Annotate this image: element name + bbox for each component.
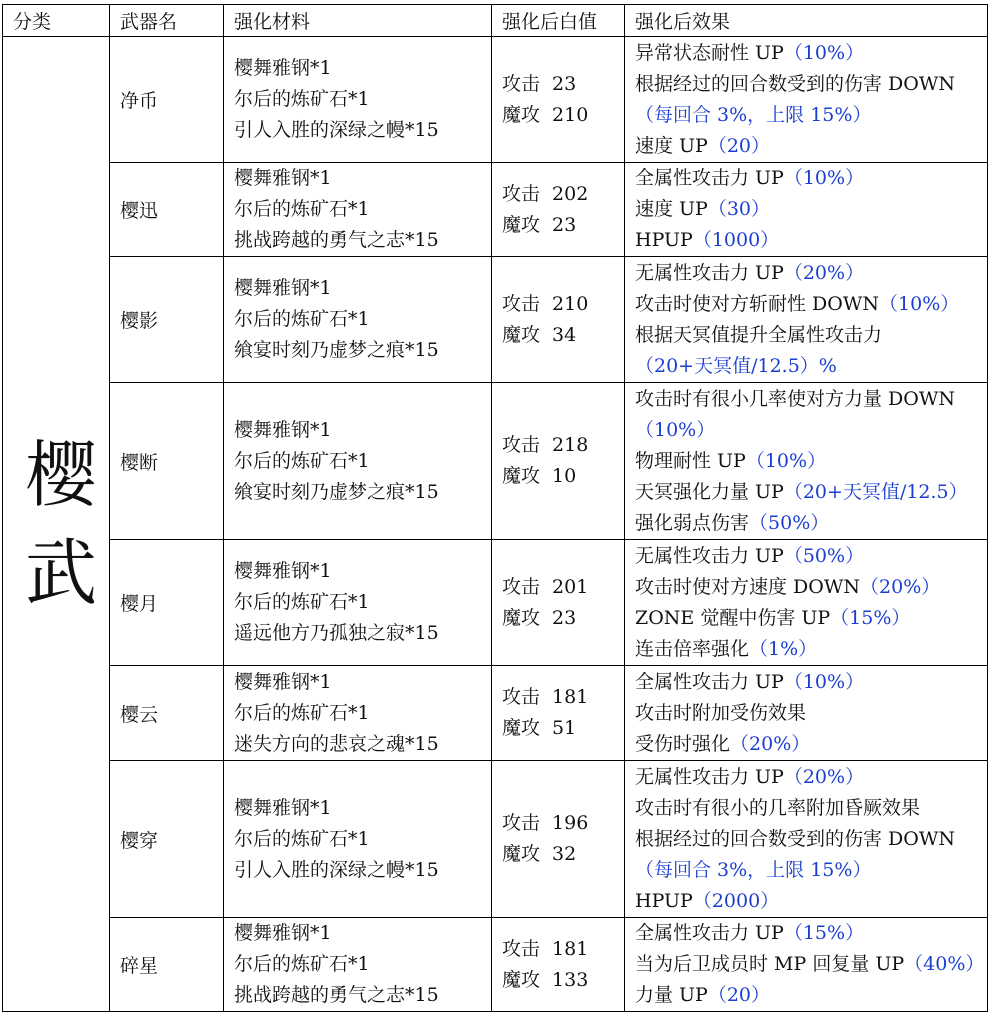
atk-label: 攻击 xyxy=(502,434,541,456)
atk-label: 攻击 xyxy=(502,292,541,315)
effect-value: （30） xyxy=(707,198,771,220)
effect-line xyxy=(635,508,987,539)
effect-value: （15%） xyxy=(830,606,911,629)
effect-text: 强化弱点伤害 xyxy=(635,511,750,534)
weapon-name: 樱影 xyxy=(110,257,224,383)
materials-cell xyxy=(224,37,492,163)
matk-line xyxy=(502,965,624,996)
effect-line xyxy=(635,793,987,824)
material-item: 樱舞雅钢*1 xyxy=(234,167,332,189)
effect-line xyxy=(635,384,987,415)
weapon-row xyxy=(3,540,988,666)
effect-value: （40%） xyxy=(904,953,985,975)
matk-line xyxy=(502,100,624,131)
effects-cell xyxy=(625,163,988,257)
effect-text: 全属性攻击力 UP xyxy=(635,167,784,189)
effect-line xyxy=(635,824,987,855)
effect-line xyxy=(635,163,987,194)
effect-line xyxy=(635,729,987,760)
matk-line xyxy=(502,210,624,241)
effect-text: ZONE 觉醒中伤害 UP xyxy=(635,606,831,629)
matk-value: 32 xyxy=(552,843,577,865)
effect-line xyxy=(635,762,987,793)
effect-line xyxy=(635,194,987,225)
material-item: 樱舞雅钢*1 xyxy=(234,560,332,582)
effect-text: 攻击时使对方斩耐性 DOWN xyxy=(635,292,880,315)
effect-line xyxy=(635,949,987,980)
weapon-name: 樱迅 xyxy=(110,163,224,257)
effect-line xyxy=(635,100,987,131)
atk-value: 181 xyxy=(552,686,589,708)
material-item: 尔后的炼矿石*1 xyxy=(234,701,370,724)
effect-value: （10%） xyxy=(783,41,865,64)
effect-line xyxy=(635,320,987,351)
effect-line xyxy=(635,603,987,634)
stats-cell xyxy=(492,383,625,540)
weapon-name: 樱穿 xyxy=(110,761,224,918)
materials-cell xyxy=(224,163,492,257)
effect-value: （20%） xyxy=(730,732,811,755)
weapon-name: 樱云 xyxy=(110,666,224,761)
atk-value: 181 xyxy=(552,937,589,960)
weapon-row xyxy=(3,163,988,257)
matk-line xyxy=(502,839,624,870)
stats-cell xyxy=(492,540,625,666)
effect-value: （10%） xyxy=(783,670,865,693)
stats-cell xyxy=(492,37,625,163)
matk-value: 23 xyxy=(552,213,577,236)
matk-line xyxy=(502,713,624,744)
material-item: 尔后的炼矿石*1 xyxy=(234,591,370,613)
stats-cell xyxy=(492,666,625,761)
effect-text: HPUP xyxy=(635,229,693,251)
weapon-name: 樱断 xyxy=(110,383,224,540)
matk-value: 210 xyxy=(552,103,589,126)
effect-value: （20） xyxy=(707,134,771,157)
effect-value: （20+天冥值/12.5）% xyxy=(635,354,837,377)
material-item: 遥远他方乃孤独之寂*15 xyxy=(234,622,439,644)
atk-label: 攻击 xyxy=(502,812,541,834)
effect-text: 速度 UP xyxy=(635,134,708,157)
header-category: 分类 xyxy=(3,5,110,37)
effect-value: （20%） xyxy=(783,765,865,788)
material-item: 飨宴时刻乃虚梦之痕*15 xyxy=(234,480,439,503)
effect-text: 无属性攻击力 UP xyxy=(635,261,784,284)
effect-text: HPUP xyxy=(635,889,693,912)
effect-line xyxy=(635,572,987,603)
weapon-name: 碎星 xyxy=(110,918,224,1012)
effect-text: 根据经过的回合数受到的伤害 DOWN xyxy=(635,827,956,850)
effects-cell xyxy=(625,257,988,383)
effect-value: （10%） xyxy=(783,167,865,189)
material-item: 迷失方向的悲哀之魂*15 xyxy=(234,732,439,755)
material-item: 飨宴时刻乃虚梦之痕*15 xyxy=(234,339,439,361)
atk-line xyxy=(502,179,624,210)
material-item: 樱舞雅钢*1 xyxy=(234,922,332,944)
matk-line xyxy=(502,603,624,634)
header-white-value: 强化后白值 xyxy=(492,5,625,37)
weapon-name: 樱月 xyxy=(110,540,224,666)
effect-value: （10%） xyxy=(745,449,827,472)
material-item: 尔后的炼矿石*1 xyxy=(234,308,370,330)
effects-cell xyxy=(625,761,988,918)
effect-text: 连击倍率强化 xyxy=(635,637,750,660)
atk-value: 210 xyxy=(552,292,589,315)
material-item: 樱舞雅钢*1 xyxy=(234,796,332,819)
matk-label: 魔攻 xyxy=(502,103,541,126)
atk-line xyxy=(502,572,624,603)
atk-line xyxy=(502,682,624,713)
effect-line xyxy=(635,38,987,69)
effect-text: 攻击时有很小几率使对方力量 DOWN xyxy=(635,387,956,410)
effects-cell xyxy=(625,918,988,1012)
category-cell xyxy=(3,37,110,1012)
matk-line xyxy=(502,461,624,492)
material-item: 引人入胜的深绿之幔*15 xyxy=(234,119,439,141)
effect-line xyxy=(635,69,987,100)
category-label: 樱武 xyxy=(25,433,98,615)
stats-cell xyxy=(492,163,625,257)
effect-text: 攻击时附加受伤效果 xyxy=(635,701,807,724)
effect-line xyxy=(635,918,987,949)
matk-value: 51 xyxy=(552,717,577,739)
effect-text: 力量 UP xyxy=(635,984,708,1006)
materials-cell xyxy=(224,383,492,540)
effect-text: 异常状态耐性 UP xyxy=(635,41,784,64)
weapon-row xyxy=(3,257,988,383)
effect-text: 物理耐性 UP xyxy=(635,449,746,472)
material-item: 樱舞雅钢*1 xyxy=(234,418,332,441)
atk-label: 攻击 xyxy=(502,182,541,205)
effect-value: （20） xyxy=(707,984,771,1006)
effects-cell xyxy=(625,540,988,666)
material-item: 挑战跨越的勇气之志*15 xyxy=(234,984,439,1006)
stats-cell xyxy=(492,257,625,383)
atk-value: 196 xyxy=(552,812,589,834)
matk-label: 魔攻 xyxy=(502,323,541,346)
atk-value: 23 xyxy=(552,72,577,95)
effects-cell xyxy=(625,666,988,761)
header-row xyxy=(3,5,988,37)
effect-text: 攻击时有很小的几率附加昏厥效果 xyxy=(635,796,921,819)
stats-cell xyxy=(492,761,625,918)
atk-label: 攻击 xyxy=(502,937,541,960)
material-item: 引人入胜的深绿之幔*15 xyxy=(234,858,439,881)
matk-label: 魔攻 xyxy=(502,968,541,991)
effect-line xyxy=(635,541,987,572)
effect-value: （20%） xyxy=(860,575,941,598)
matk-value: 34 xyxy=(552,323,577,346)
materials-cell xyxy=(224,918,492,1012)
effect-text: 攻击时使对方速度 DOWN xyxy=(635,575,861,598)
material-item: 樱舞雅钢*1 xyxy=(234,57,332,79)
effect-value: （20%） xyxy=(783,261,865,284)
matk-label: 魔攻 xyxy=(502,717,541,739)
material-item: 尔后的炼矿石*1 xyxy=(234,953,370,975)
effect-line xyxy=(635,131,987,162)
effect-text: 无属性攻击力 UP xyxy=(635,765,784,788)
materials-cell xyxy=(224,666,492,761)
effect-value: （50%） xyxy=(749,511,830,534)
materials-cell xyxy=(224,540,492,666)
effect-text: 全属性攻击力 UP xyxy=(635,922,784,944)
header-effects: 强化后效果 xyxy=(625,5,988,37)
atk-line xyxy=(502,808,624,839)
weapon-row xyxy=(3,37,988,163)
matk-value: 133 xyxy=(552,968,589,991)
header-materials: 强化材料 xyxy=(224,5,492,37)
atk-line xyxy=(502,289,624,320)
effect-text: 根据天冥值提升全属性攻击力 xyxy=(635,323,883,346)
effect-line xyxy=(635,446,987,477)
effect-text: 无属性攻击力 UP xyxy=(635,544,784,567)
matk-label: 魔攻 xyxy=(502,465,541,487)
effect-value: （50%） xyxy=(783,544,865,567)
material-item: 樱舞雅钢*1 xyxy=(234,670,332,693)
materials-cell xyxy=(224,761,492,918)
weapon-row xyxy=(3,383,988,540)
effect-value: （10%） xyxy=(635,418,716,441)
effect-text: 受伤时强化 xyxy=(635,732,731,755)
atk-value: 202 xyxy=(552,182,589,205)
effect-line xyxy=(635,855,987,886)
effect-text: 全属性攻击力 UP xyxy=(635,670,784,693)
material-item: 尔后的炼矿石*1 xyxy=(234,198,370,220)
effect-text: 根据经过的回合数受到的伤害 DOWN xyxy=(635,72,956,95)
effect-value: （1000） xyxy=(692,229,780,251)
effect-line xyxy=(635,886,987,917)
stats-cell xyxy=(492,918,625,1012)
matk-value: 23 xyxy=(552,606,577,629)
effect-value: （2000） xyxy=(692,889,780,912)
effect-line xyxy=(635,477,987,508)
material-item: 尔后的炼矿石*1 xyxy=(234,88,370,110)
matk-label: 魔攻 xyxy=(502,843,541,865)
atk-line xyxy=(502,69,624,100)
matk-label: 魔攻 xyxy=(502,606,541,629)
atk-label: 攻击 xyxy=(502,686,541,708)
effect-line xyxy=(635,698,987,729)
effect-value: （1%） xyxy=(749,637,818,660)
weapon-name: 净币 xyxy=(110,37,224,163)
header-weapon-name: 武器名 xyxy=(110,5,224,37)
effects-cell xyxy=(625,383,988,540)
material-item: 尔后的炼矿石*1 xyxy=(234,827,370,850)
effect-line xyxy=(635,634,987,665)
effect-line xyxy=(635,351,987,382)
material-item: 樱舞雅钢*1 xyxy=(234,277,332,299)
effect-line xyxy=(635,289,987,320)
materials-cell xyxy=(224,257,492,383)
weapon-enhancement-table xyxy=(2,4,988,1012)
atk-line xyxy=(502,430,624,461)
effect-value: （每回合 3%，上限 15%） xyxy=(635,858,872,881)
atk-value: 218 xyxy=(552,434,589,456)
atk-value: 201 xyxy=(552,575,589,598)
effect-value: （每回合 3%，上限 15%） xyxy=(635,103,872,126)
effect-line xyxy=(635,415,987,446)
weapon-row xyxy=(3,761,988,918)
effect-text: 天冥强化力量 UP xyxy=(635,480,784,503)
effect-line xyxy=(635,225,987,256)
atk-line xyxy=(502,934,624,965)
effect-line xyxy=(635,980,987,1011)
effect-line xyxy=(635,667,987,698)
atk-label: 攻击 xyxy=(502,72,541,95)
matk-value: 10 xyxy=(552,465,577,487)
effect-text: 当为后卫成员时 MP 回复量 UP xyxy=(635,953,905,975)
effect-line xyxy=(635,258,987,289)
effects-cell xyxy=(625,37,988,163)
material-item: 尔后的炼矿石*1 xyxy=(234,449,370,472)
atk-label: 攻击 xyxy=(502,575,541,598)
effect-value: （10%） xyxy=(879,292,960,315)
material-item: 挑战跨越的勇气之志*15 xyxy=(234,229,439,251)
matk-label: 魔攻 xyxy=(502,213,541,236)
matk-line xyxy=(502,320,624,351)
effect-value: （15%） xyxy=(783,922,865,944)
weapon-row xyxy=(3,918,988,1012)
effect-text: 速度 UP xyxy=(635,198,708,220)
effect-value: （20+天冥值/12.5） xyxy=(783,480,968,503)
weapon-row xyxy=(3,666,988,761)
